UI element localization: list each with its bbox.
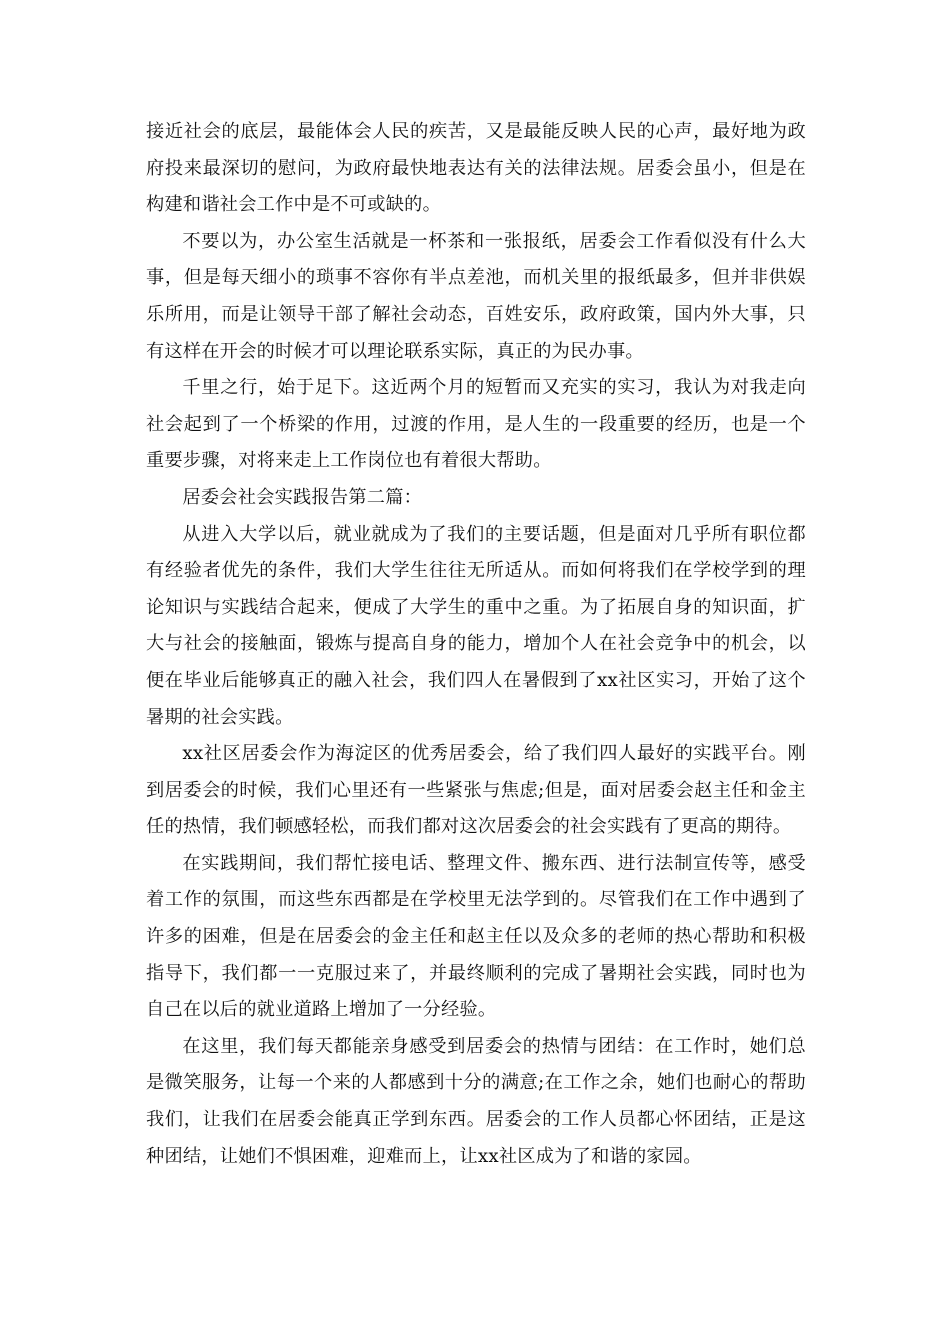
paragraph-unity: 在这里，我们每天都能亲身感受到居委会的热情与团结：在工作时，她们总是微笑服务，让每一个来的人都感到十分的满意;在工作之余，她们也耐心的帮助我们，让我们在居委会能真正学到东西。居委会的工作人员都心怀团结，正是这种团结，让她们不惧困难，迎难而上，让xx社区成为了和谐的家园。 — [146, 1035, 806, 1167]
paragraph-practice-period: 在实践期间，我们帮忙接电话、整理文件、搬东西、进行法制宣传等，感受着工作的氛围，而这些东西都是在学校里无法学到的。尽管我们在工作中遇到了许多的困难，但是在居委会的金主任和赵主任以及众多的老师的热心帮助和积极指导下，我们都一一克服过来了，并最终顺利的完成了暑期社会实践，同时也为自己在以后的就业道路上增加了一分经验。 — [146, 852, 806, 1021]
section-heading-second-report: 居委会社会实践报告第二篇： — [182, 486, 423, 508]
paragraph-office-life: 不要以为，办公室生活就是一杯茶和一张报纸，居委会工作看似没有什么大事，但是每天细小的琐事不容你有半点差池，而机关里的报纸最多，但并非供娱乐所用，而是让领导干部了解社会动态，百姓安乐，政府政策，国内外大事，只有这样在开会的时候才可以理论联系实际，真正的为民办事。 — [146, 230, 806, 362]
document-body — [146, 114, 806, 1175]
paragraph-university-employment: 从进入大学以后，就业就成为了我们的主要话题，但是面对几乎所有职位都有经验者优先的条件，我们大学生往往无所适从。而如何将我们在学校学到的理论知识与实践结合起来，便成了大学生的重中之重。为了拓展自身的知识面，扩大与社会的接触面，锻炼与提高自身的能力，增加个人在社会竞争中的机会，以便在毕业后能够真正的融入社会，我们四人在暑假到了xx社区实习，开始了这个暑期的社会实践。 — [146, 523, 806, 728]
paragraph-journey: 千里之行，始于足下。这近两个月的短暂而又充实的实习，我认为对我走向社会起到了一个桥梁的作用，过渡的作用，是人生的一段重要的经历，也是一个重要步骤，对将来走上工作岗位也有着很大帮助。 — [146, 377, 806, 472]
paragraph-community-platform: xx社区居委会作为海淀区的优秀居委会，给了我们四人最好的实践平台。刚到居委会的时候，我们心里还有一些紧张与焦虑;但是，面对居委会赵主任和金主任的热情，我们顿感轻松，而我们都对这次居委会的社会实践有了更高的期待。 — [146, 743, 806, 838]
paragraph-continuation: 接近社会的底层，最能体会人民的疾苦，又是最能反映人民的心声，最好地为政府投来最深切的慰问，为政府最快地表达有关的法律法规。居委会虽小，但是在构建和谐社会工作中是不可或缺的。 — [146, 121, 806, 216]
